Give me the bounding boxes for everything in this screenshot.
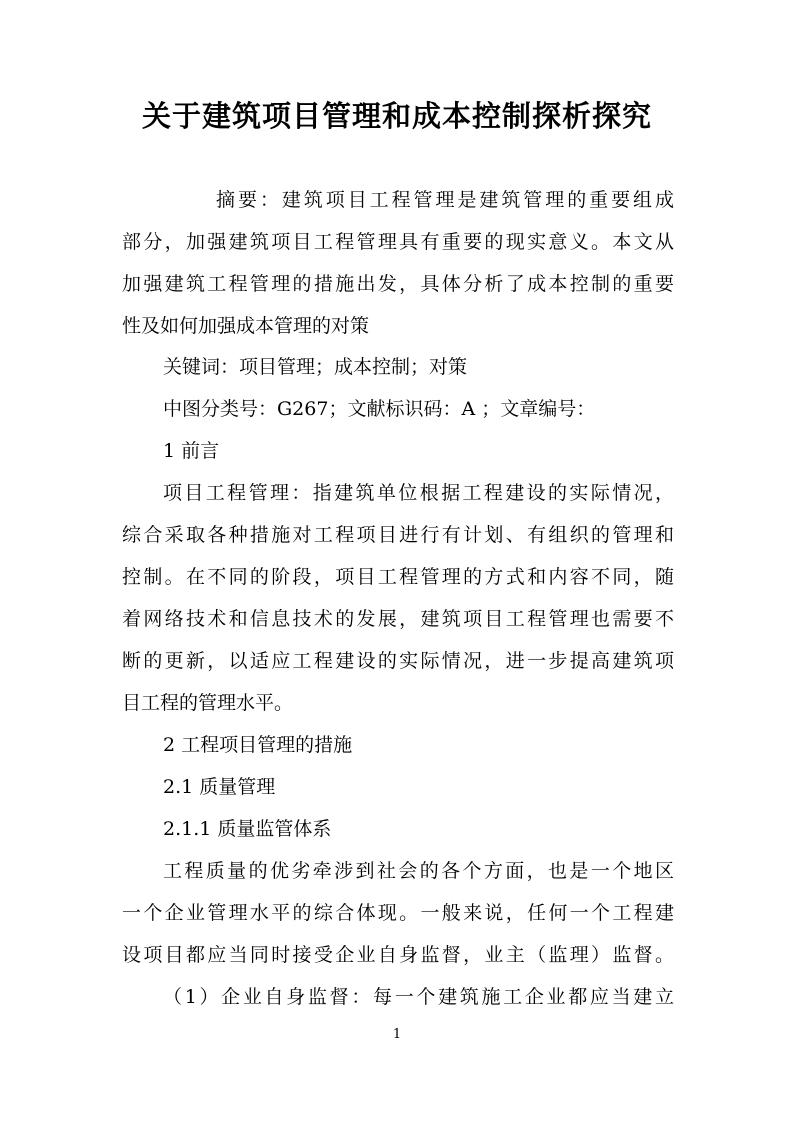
abstract-line-3: 加强建筑工程管理的措施出发，具体分析了成本控制的重要 <box>122 273 674 295</box>
paragraph-3-line-1: （1）企业自身监督：每一个建筑施工企业都应当建立 <box>163 986 674 1008</box>
classification-line: 中图分类号：G267；文献标识码：A ；文章编号： <box>163 398 596 420</box>
paragraph-1-line-5: 断的更新，以适应工程建设的实际情况，进一步提高建筑项 <box>122 650 674 672</box>
section-heading-2-1-1: 2.1.1 质量监管体系 <box>163 818 332 840</box>
paragraph-1-line-6: 目工程的管理水平。 <box>122 692 294 714</box>
paragraph-2-line-3: 设项目都应当同时接受企业自身监督，业主（监理）监督。 <box>122 944 674 966</box>
paragraph-2-line-2: 一个企业管理水平的综合体现。一般来说，任何一个工程建 <box>122 902 674 924</box>
section-heading-1: 1 前言 <box>163 440 220 462</box>
paragraph-1-line-4: 着网络技术和信息技术的发展，建筑项目工程管理也需要不 <box>122 608 674 630</box>
section-heading-2-1: 2.1 质量管理 <box>163 776 276 798</box>
keywords-line: 关键词：项目管理；成本控制；对策 <box>163 356 468 378</box>
paragraph-1-line-3: 控制。在不同的阶段，项目工程管理的方式和内容不同，随 <box>122 566 674 588</box>
abstract-line-2: 部分，加强建筑项目工程管理具有重要的现实意义。本文从 <box>122 231 674 253</box>
page-title: 关于建筑项目管理和成本控制探析探究 <box>141 99 652 133</box>
page-number: 1 <box>392 1027 402 1042</box>
section-heading-2: 2 工程项目管理的措施 <box>163 734 353 756</box>
paragraph-1-line-2: 综合采取各种措施对工程项目进行有计划、有组织的管理和 <box>122 524 674 546</box>
abstract-line-4: 性及如何加强成本管理的对策 <box>122 315 370 337</box>
paragraph-1-line-1: 项目工程管理：指建筑单位根据工程建设的实际情况， <box>163 482 674 504</box>
abstract-line-1: 摘要：建筑项目工程管理是建筑管理的重要组成 <box>216 189 674 211</box>
paragraph-2-line-1: 工程质量的优劣牵涉到社会的各个方面，也是一个地区 <box>163 860 674 882</box>
